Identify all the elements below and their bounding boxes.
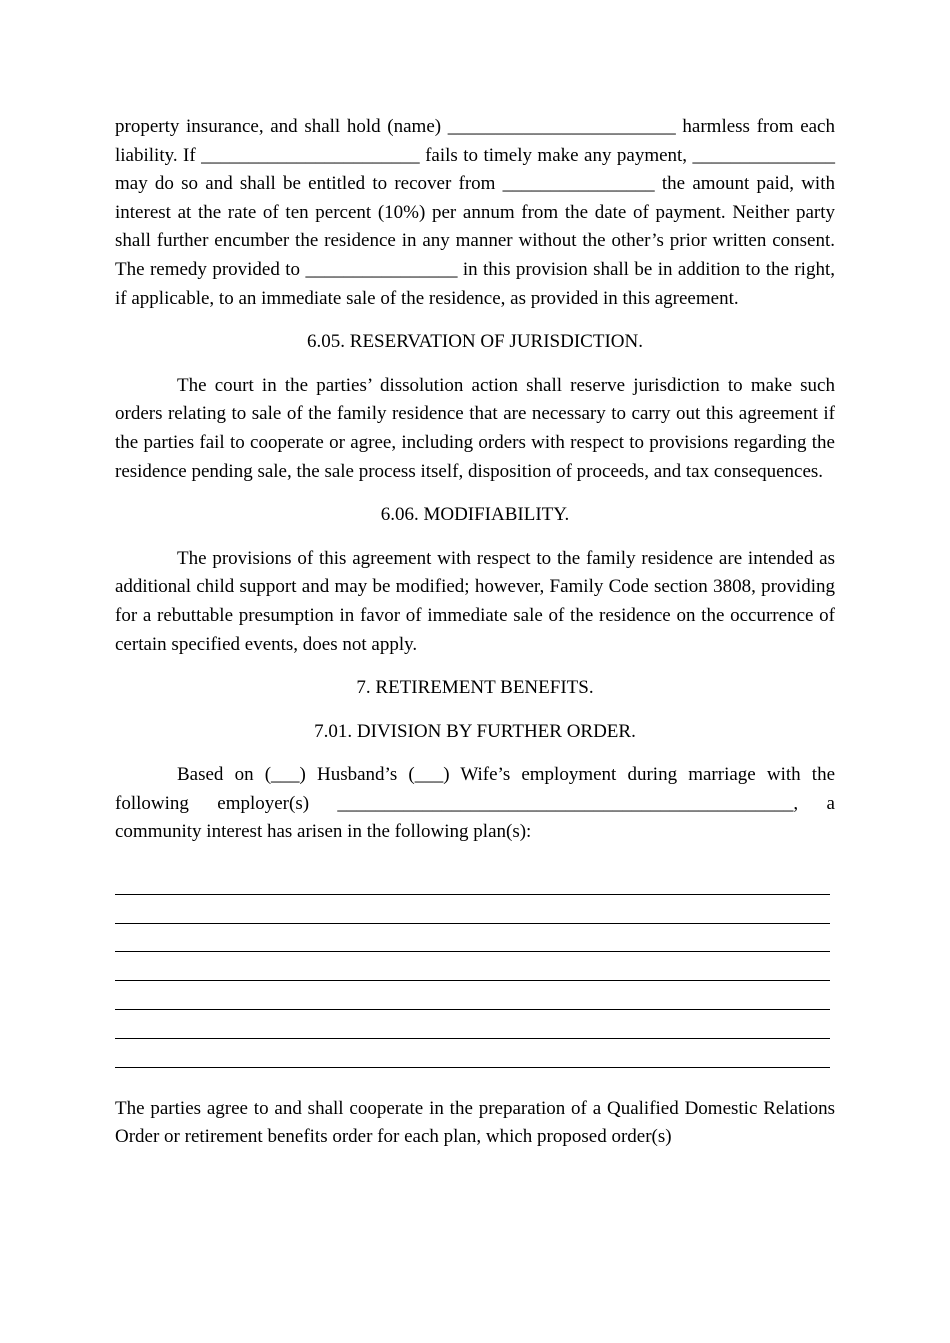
document-page	[115, 113, 835, 1152]
plan-line[interactable]	[115, 873, 835, 902]
qdro-paragraph: The parties agree to and shall cooperate in the preparation of a Qualified Domestic Relations Order or retirement benefits order for each plan, which proposed order(s)	[115, 1097, 835, 1148]
plan-line[interactable]	[115, 931, 835, 960]
heading-7: 7. RETIREMENT BENEFITS.	[356, 677, 594, 699]
heading-6-06: 6.06. MODIFIABILITY.	[380, 504, 570, 526]
jurisdiction-paragraph: The court in the parties’ dissolution action shall reserve jurisdiction to make such orders relating to sale of the family residence that are necessary to carry out this agreement if the parties fail to cooperate or agree, including orders with respect to provisions regarding the residence pending sale, the sale process itself, disposition of proceeds, and tax consequences.	[115, 374, 835, 482]
plan-blank-lines	[115, 873, 835, 1075]
modifiability-paragraph: The provisions of this agreement with respect to the family residence are intended as additional child support and may be modified; however, Family Code section 3808, providing for a rebuttable presumption in favor of immediate sale of the residence on the occurrence of certain specified events, does not apply.	[115, 547, 835, 655]
plan-line[interactable]	[115, 902, 835, 931]
employment-paragraph: Based on (___) Husband’s (___) Wife’s employment during marriage with the following employer(s) ________________________________________________, a community interest has arisen in the following plan(s):	[115, 764, 835, 843]
heading-6-05: 6.05. RESERVATION OF JURISDICTION.	[307, 331, 643, 353]
plan-line[interactable]	[115, 1046, 835, 1075]
plan-line[interactable]	[115, 959, 835, 988]
plan-line[interactable]	[115, 1017, 835, 1046]
heading-7-01: 7.01. DIVISION BY FURTHER ORDER.	[314, 720, 636, 742]
plan-line[interactable]	[115, 988, 835, 1017]
insurance-paragraph: property insurance, and shall hold (name) ________________________ harmless from each liability. If _______________________ fails to timely make any payment, _______________ may do so and shall be entitled to recover from ________________ the amount paid, with interest at the rate of ten percent (10%) per annum from the date of payment. Neither party shall further encumber the residence in any manner without the other’s prior written consent. The remedy provided to ________________ in this provision shall be in addition to the right, if applicable, to an immediate sale of the residence, as provided in this agreement.	[115, 116, 835, 309]
